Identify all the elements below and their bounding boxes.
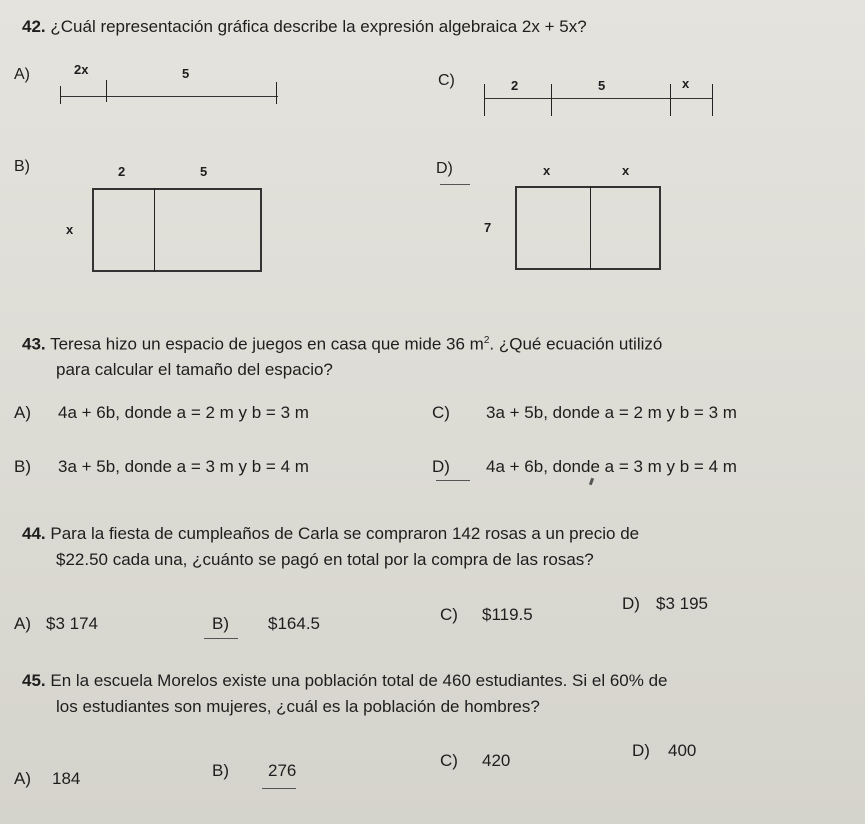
- q43-option-c-text: 3a + 5b, donde a = 2 m y b = 3 m: [486, 403, 737, 422]
- q43-option-d-text: 4a + 6b, donde a = 3 m y b = 4 m: [486, 457, 737, 476]
- q42-option-b-letter: B): [14, 158, 30, 175]
- q43-option-b-text: 3a + 5b, donde a = 3 m y b = 4 m: [58, 457, 309, 476]
- q43-option-a-text: 4a + 6b, donde a = 2 m y b = 3 m: [58, 403, 309, 422]
- q43-text-before: Teresa hizo un espacio de juegos en casa que mide 36 m: [50, 334, 484, 354]
- q43-text-after: . ¿Qué ecuación utilizó: [489, 334, 663, 354]
- q42-a-label-5: 5: [182, 66, 190, 81]
- q44-option-b[interactable]: [212, 614, 320, 634]
- pencil-mark: [440, 184, 470, 185]
- q42-c-tick: [551, 84, 552, 116]
- q42-c-tick: [712, 84, 713, 116]
- q43-option-d[interactable]: [432, 457, 737, 477]
- q43-option-c-letter: C): [432, 403, 450, 422]
- q42-d-divider: [590, 186, 591, 270]
- pencil-mark: [204, 638, 238, 639]
- q42-b-rectangle: [92, 188, 262, 272]
- q45-option-a-text: 184: [52, 769, 81, 788]
- q44-option-a[interactable]: [14, 614, 98, 634]
- q45-prompt-line2: los estudiantes son mujeres, ¿cuál es la población de hombres?: [56, 697, 540, 716]
- q44-option-c-text: $119.5: [482, 605, 533, 624]
- q44-prompt-line2: $22.50 cada una, ¿cuánto se pagó en total por la compra de las rosas?: [56, 550, 594, 569]
- q43-option-d-letter: D): [432, 457, 450, 476]
- q42-option-c-letter: C): [438, 72, 455, 89]
- q42-c-label-x: x: [682, 76, 690, 91]
- q42-b-label-5: 5: [200, 164, 208, 179]
- q42-a-line: [60, 96, 278, 97]
- q44-number: 44.: [22, 524, 46, 543]
- q42-option-d-letter: D): [436, 160, 453, 177]
- q42-text: ¿Cuál representación gráfica describe la expresión algebraica 2x + 5x?: [50, 17, 587, 36]
- q42-a-tick: [106, 80, 107, 102]
- q45-option-b-letter: B): [212, 761, 229, 780]
- q44-option-d-text: $3 195: [656, 594, 708, 613]
- q42-d-label-7: 7: [484, 220, 492, 235]
- pencil-mark: [436, 480, 470, 481]
- q43-option-a-letter: A): [14, 403, 31, 422]
- q45-option-c-letter: C): [440, 751, 458, 770]
- q45-line1: En la escuela Morelos existe una población total de 460 estudiantes. Si el 60% de: [50, 671, 668, 690]
- q42-prompt: [22, 14, 587, 39]
- q42-b-label-x: x: [66, 222, 74, 237]
- q42-d-rectangle: [515, 186, 661, 270]
- q42-a-tick: [276, 82, 277, 104]
- q43-option-a[interactable]: [14, 403, 309, 423]
- q45-prompt: [22, 668, 668, 693]
- q44-option-a-text: $3 174: [46, 614, 98, 633]
- q44-option-d[interactable]: [622, 594, 708, 614]
- q42-b-label-2: 2: [118, 164, 126, 179]
- q43-number: 43.: [22, 334, 46, 354]
- q43-option-c[interactable]: [432, 403, 737, 423]
- q45-option-d-text: 400: [668, 741, 697, 760]
- q42-d-label-x2: x: [622, 163, 630, 178]
- q45-option-a-letter: A): [14, 769, 31, 788]
- q44-line1: Para la fiesta de cumpleaños de Carla se compraron 142 rosas a un precio de: [50, 524, 640, 543]
- q44-option-d-letter: D): [622, 594, 640, 613]
- q43-option-b-letter: B): [14, 457, 31, 476]
- q42-c-line: [484, 98, 712, 99]
- q42-c-label-5: 5: [598, 78, 606, 93]
- q43-option-b[interactable]: [14, 457, 309, 477]
- q42-c-tick: [670, 84, 671, 116]
- q43-prompt: [22, 328, 662, 357]
- q44-option-b-text: $164.5: [268, 614, 320, 633]
- q42-option-a-letter: A): [14, 66, 30, 83]
- q44-prompt: [22, 521, 639, 546]
- q42-c-label-2: 2: [511, 78, 519, 93]
- q45-option-d-letter: D): [632, 741, 650, 760]
- q45-option-c-text: 420: [482, 751, 511, 770]
- q45-number: 45.: [22, 671, 46, 690]
- q44-option-b-letter: B): [212, 614, 229, 633]
- q45-option-a[interactable]: [14, 769, 80, 789]
- q44-option-c-letter: C): [440, 605, 458, 624]
- q44-option-a-letter: A): [14, 614, 31, 633]
- q42-a-label-2x: 2x: [74, 62, 89, 77]
- q42-number: 42.: [22, 17, 46, 36]
- pencil-mark: [262, 788, 296, 789]
- q43-prompt-line2: para calcular el tamaño del espacio?: [56, 360, 333, 379]
- q42-a-tick: [60, 86, 61, 104]
- q45-option-c[interactable]: [440, 751, 510, 771]
- q42-c-tick: [484, 84, 485, 116]
- q45-option-b[interactable]: [212, 761, 296, 781]
- q43-exponent: 2: [483, 335, 490, 346]
- q45-option-b-text: 276: [268, 761, 297, 780]
- q42-b-divider: [154, 188, 155, 272]
- q45-option-d[interactable]: [632, 741, 696, 761]
- q42-d-label-x1: x: [543, 163, 551, 178]
- pencil-dot: [589, 478, 594, 486]
- q44-option-c[interactable]: [440, 605, 533, 625]
